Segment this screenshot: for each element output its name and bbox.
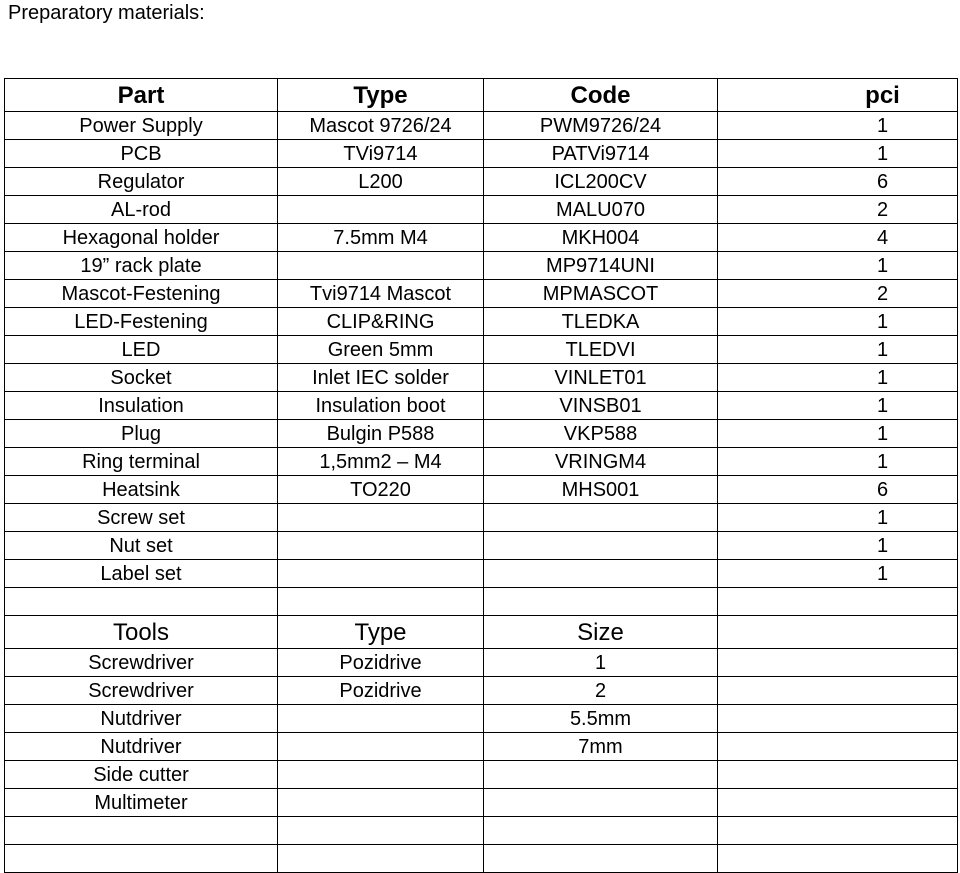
code-cell: TLEDKA <box>484 308 718 336</box>
type-cell: L200 <box>278 168 484 196</box>
tool-cell <box>5 817 278 845</box>
code-cell: MPMASCOT <box>484 280 718 308</box>
type-cell: Insulation boot <box>278 392 484 420</box>
part-cell <box>5 588 278 616</box>
type-cell: TO220 <box>278 476 484 504</box>
part-cell: Nut set <box>5 532 278 560</box>
type-cell <box>278 845 484 873</box>
part-cell: Mascot-Festening <box>5 280 278 308</box>
type-cell: TVi9714 <box>278 140 484 168</box>
pci-cell: pci <box>718 79 958 112</box>
pci-cell: 6 <box>718 476 958 504</box>
code-cell: TLEDVI <box>484 336 718 364</box>
extra-cell <box>718 761 958 789</box>
type-cell: 7.5mm M4 <box>278 224 484 252</box>
parts-row <box>5 252 958 280</box>
type-cell: Type <box>278 616 484 649</box>
type-cell: Mascot 9726/24 <box>278 112 484 140</box>
tools-row <box>5 705 958 733</box>
parts-row <box>5 504 958 532</box>
tools-row <box>5 733 958 761</box>
code-cell <box>484 532 718 560</box>
materials-table <box>4 78 958 873</box>
part-cell: Regulator <box>5 168 278 196</box>
pci-cell: 4 <box>718 224 958 252</box>
part-cell: Heatsink <box>5 476 278 504</box>
pci-cell: 1 <box>718 336 958 364</box>
part-cell: Hexagonal holder <box>5 224 278 252</box>
pci-cell: 1 <box>718 112 958 140</box>
parts-row <box>5 336 958 364</box>
pci-cell: 1 <box>718 448 958 476</box>
pci-cell: 6 <box>718 168 958 196</box>
type-cell: Green 5mm <box>278 336 484 364</box>
size-cell <box>484 789 718 817</box>
part-cell: AL-rod <box>5 196 278 224</box>
parts-row <box>5 476 958 504</box>
tools-header-row <box>5 616 958 649</box>
size-cell: 5.5mm <box>484 705 718 733</box>
type-cell <box>278 761 484 789</box>
part-cell: PCB <box>5 140 278 168</box>
code-cell: PATVi9714 <box>484 140 718 168</box>
size-cell: 2 <box>484 677 718 705</box>
parts-row <box>5 280 958 308</box>
tool-cell: Multimeter <box>5 789 278 817</box>
type-cell <box>278 560 484 588</box>
code-cell: PWM9726/24 <box>484 112 718 140</box>
code-cell: Code <box>484 79 718 112</box>
parts-row <box>5 364 958 392</box>
parts-row <box>5 532 958 560</box>
parts-row <box>5 168 958 196</box>
type-cell: Tvi9714 Mascot <box>278 280 484 308</box>
code-cell: VRINGM4 <box>484 448 718 476</box>
size-cell <box>484 845 718 873</box>
parts-row <box>5 560 958 588</box>
type-cell: CLIP&RING <box>278 308 484 336</box>
extra-cell <box>718 789 958 817</box>
size-cell: Size <box>484 616 718 649</box>
extra-cell <box>718 649 958 677</box>
spacer-row <box>5 845 958 873</box>
code-cell: VINSB01 <box>484 392 718 420</box>
code-cell <box>484 504 718 532</box>
code-cell <box>484 588 718 616</box>
tools-row <box>5 649 958 677</box>
parts-row <box>5 196 958 224</box>
type-cell: 1,5mm2 – M4 <box>278 448 484 476</box>
extra-cell <box>718 677 958 705</box>
tool-cell: Screwdriver <box>5 649 278 677</box>
extra-cell <box>718 817 958 845</box>
parts-row <box>5 224 958 252</box>
part-cell: Screw set <box>5 504 278 532</box>
code-cell: VINLET01 <box>484 364 718 392</box>
spacer-row <box>5 817 958 845</box>
spacer-row <box>5 588 958 616</box>
code-cell: MALU070 <box>484 196 718 224</box>
tool-cell: Side cutter <box>5 761 278 789</box>
pci-cell: 1 <box>718 504 958 532</box>
type-cell <box>278 733 484 761</box>
type-cell <box>278 789 484 817</box>
parts-row <box>5 420 958 448</box>
size-cell <box>484 761 718 789</box>
materials-table-body <box>5 79 958 873</box>
parts-row <box>5 308 958 336</box>
tool-cell: Nutdriver <box>5 705 278 733</box>
pci-cell: 2 <box>718 196 958 224</box>
extra-cell <box>718 705 958 733</box>
type-cell <box>278 532 484 560</box>
pci-cell: 1 <box>718 140 958 168</box>
part-cell: LED <box>5 336 278 364</box>
part-cell: Label set <box>5 560 278 588</box>
tool-cell: Tools <box>5 616 278 649</box>
tool-cell: Nutdriver <box>5 733 278 761</box>
type-cell <box>278 817 484 845</box>
part-cell: Part <box>5 79 278 112</box>
type-cell: Inlet IEC solder <box>278 364 484 392</box>
page-heading: Preparatory materials: <box>8 2 205 24</box>
code-cell: VKP588 <box>484 420 718 448</box>
part-cell: Plug <box>5 420 278 448</box>
pci-cell: 1 <box>718 392 958 420</box>
code-cell: MP9714UNI <box>484 252 718 280</box>
part-cell: Socket <box>5 364 278 392</box>
tools-row <box>5 677 958 705</box>
extra-cell <box>718 845 958 873</box>
part-cell: Ring terminal <box>5 448 278 476</box>
part-cell: 19” rack plate <box>5 252 278 280</box>
type-cell <box>278 588 484 616</box>
type-cell <box>278 196 484 224</box>
extra-cell <box>718 733 958 761</box>
code-cell: MHS001 <box>484 476 718 504</box>
pci-cell: 1 <box>718 252 958 280</box>
parts-row <box>5 448 958 476</box>
type-cell: Type <box>278 79 484 112</box>
tools-row <box>5 761 958 789</box>
parts-header-row <box>5 79 958 112</box>
size-cell: 7mm <box>484 733 718 761</box>
tool-cell: Screwdriver <box>5 677 278 705</box>
type-cell <box>278 504 484 532</box>
type-cell: Bulgin P588 <box>278 420 484 448</box>
extra-cell <box>718 616 958 649</box>
pci-cell: 1 <box>718 560 958 588</box>
pci-cell: 1 <box>718 364 958 392</box>
parts-row <box>5 112 958 140</box>
code-cell: MKH004 <box>484 224 718 252</box>
type-cell <box>278 252 484 280</box>
type-cell: Pozidrive <box>278 677 484 705</box>
size-cell: 1 <box>484 649 718 677</box>
part-cell: Insulation <box>5 392 278 420</box>
type-cell <box>278 705 484 733</box>
part-cell: Power Supply <box>5 112 278 140</box>
pci-cell: 1 <box>718 308 958 336</box>
size-cell <box>484 817 718 845</box>
code-cell: ICL200CV <box>484 168 718 196</box>
parts-row <box>5 392 958 420</box>
code-cell <box>484 560 718 588</box>
part-cell: LED-Festening <box>5 308 278 336</box>
parts-row <box>5 140 958 168</box>
pci-cell: 2 <box>718 280 958 308</box>
pci-cell <box>718 588 958 616</box>
type-cell: Pozidrive <box>278 649 484 677</box>
pci-cell: 1 <box>718 532 958 560</box>
tool-cell <box>5 845 278 873</box>
pci-cell: 1 <box>718 420 958 448</box>
tools-row <box>5 789 958 817</box>
